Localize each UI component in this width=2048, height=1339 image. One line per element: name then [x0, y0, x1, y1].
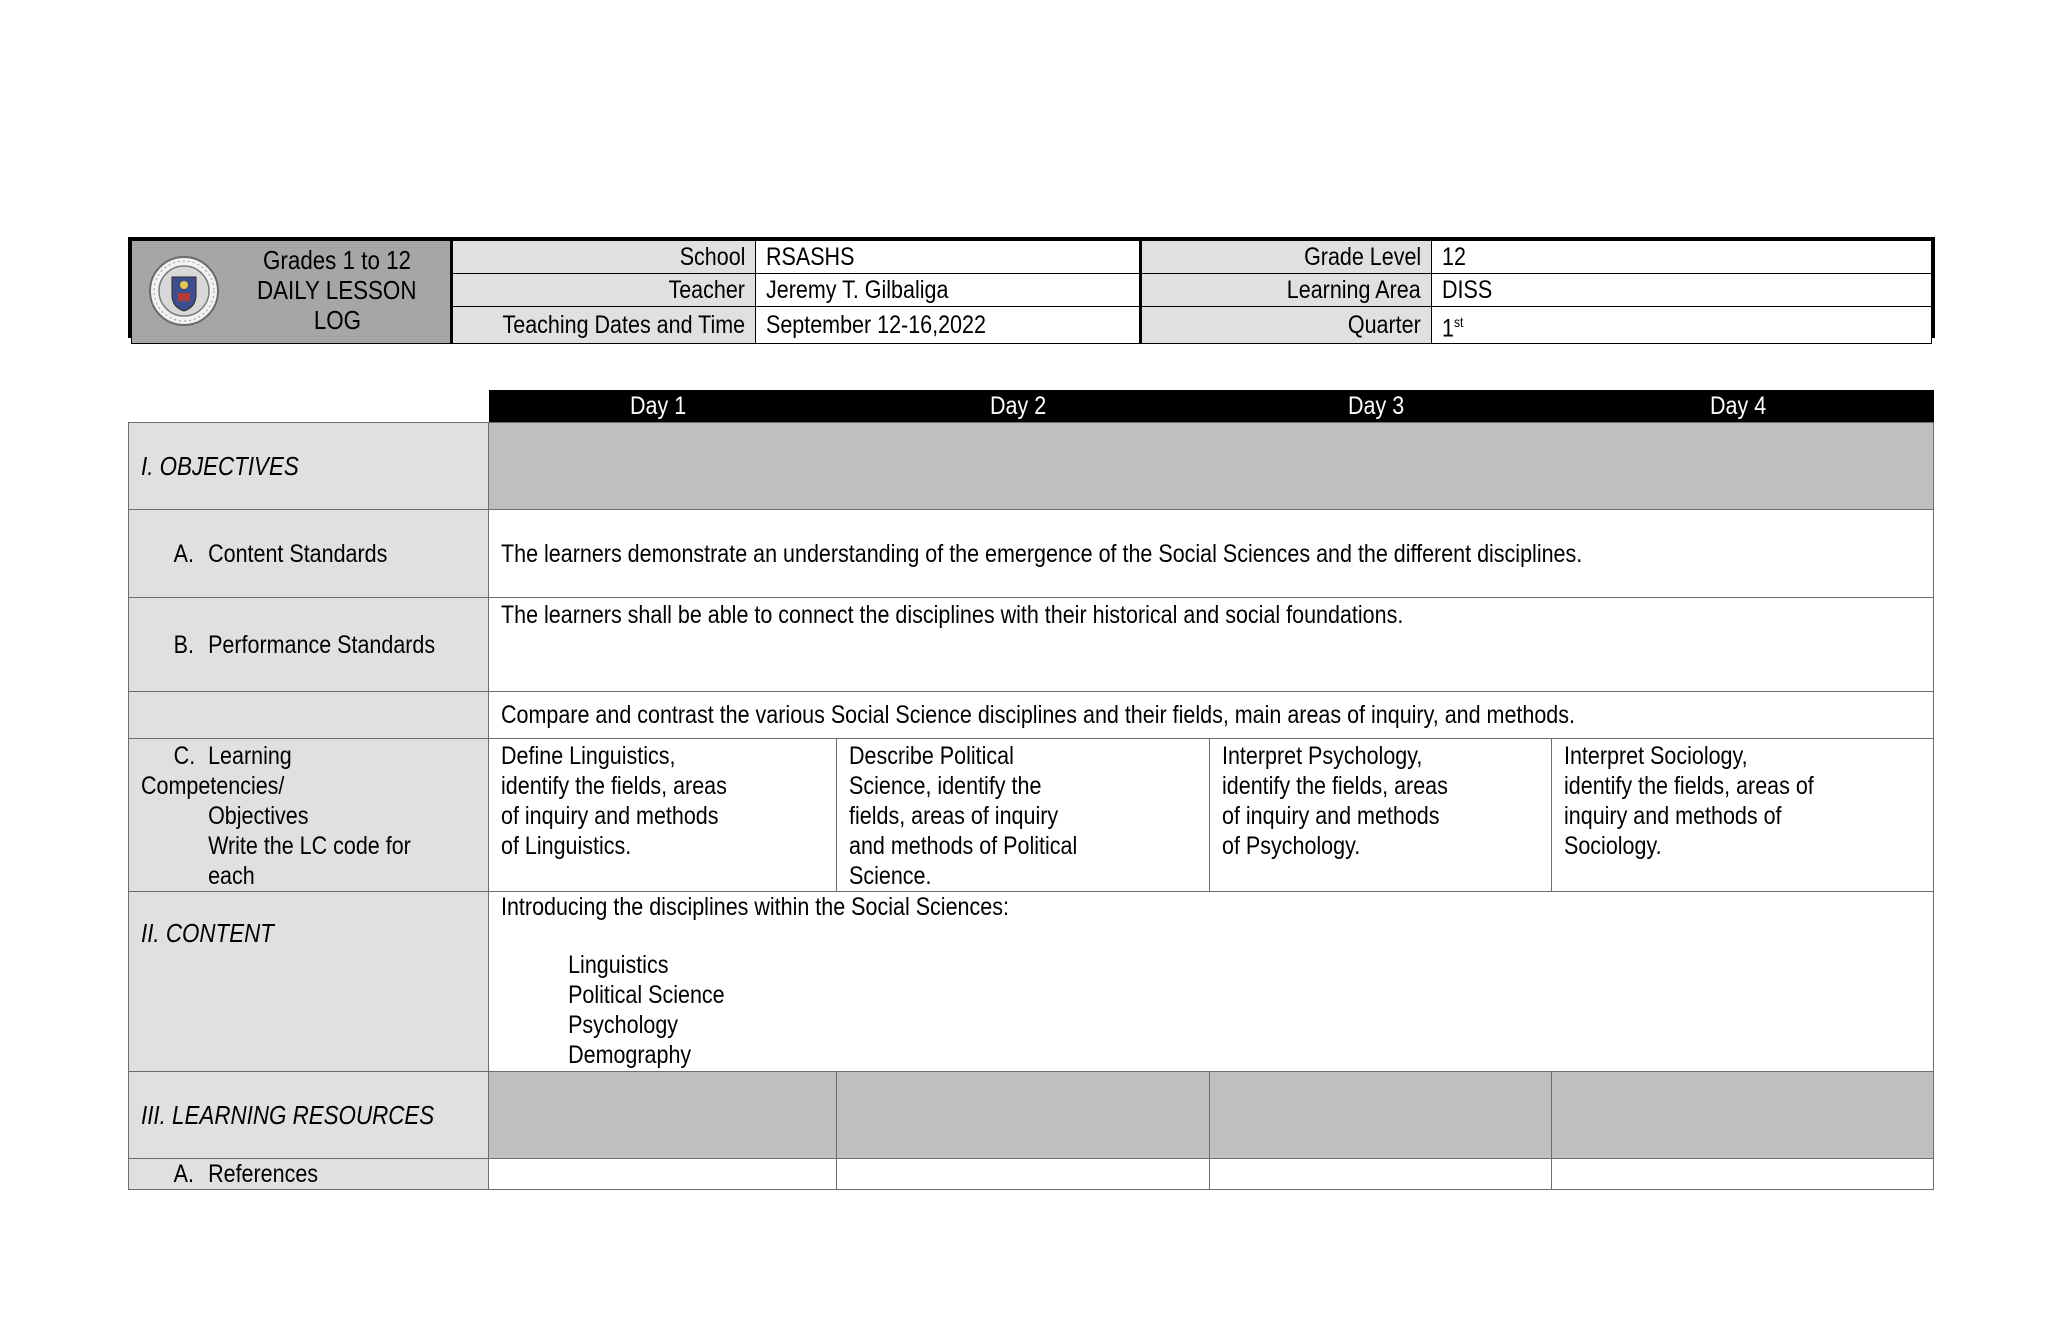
grade-level-value-cell: [1432, 241, 1932, 274]
grade-level-label: Grade Level: [1303, 243, 1421, 271]
content-section-label: II. CONTENT: [141, 918, 274, 948]
competency-overall-label-cell: [129, 692, 489, 739]
school-value: RSASHS: [766, 243, 855, 271]
learning-area-label: Learning Area: [1287, 276, 1421, 304]
day-header-row: [129, 390, 1934, 423]
day-header-2: Day 2: [837, 390, 1210, 423]
competency-label: C. Learning Competencies/ Objectives Write the LC code for each: [141, 742, 411, 890]
dates-label: Teaching Dates and Time: [502, 311, 746, 340]
references-day-2: [837, 1159, 1210, 1190]
learning-resources-day-1: [489, 1072, 837, 1159]
references-day-4: [1552, 1159, 1934, 1190]
performance-standards-label-cell: [129, 598, 489, 692]
learning-area-label-cell: [1141, 274, 1432, 307]
lesson-log-header: [128, 237, 1935, 343]
performance-standards-text: The learners shall be able to connect the disciplines with their historical and social foundations.: [501, 601, 1404, 629]
learning-area-value: DISS: [1442, 276, 1493, 304]
references-label-cell: [129, 1159, 489, 1190]
list-item: Political Science: [568, 981, 725, 1009]
learning-resources-day-2: [837, 1072, 1210, 1159]
header-logo-cell: [132, 241, 452, 344]
teacher-value-cell: [756, 274, 1141, 307]
content-standards-text-cell: [489, 510, 1934, 598]
teacher-label-cell: [452, 274, 756, 307]
title-line-daily-lesson: DAILY LESSON: [257, 275, 417, 305]
day-header-4: Day 4: [1552, 390, 1934, 423]
competency-overall-row: [129, 692, 1934, 739]
deped-seal-icon: [148, 255, 220, 327]
content-text-cell: [489, 892, 1934, 1072]
content-standards-label-cell: [129, 510, 489, 598]
list-item: Psychology: [568, 1011, 679, 1039]
references-day-3: [1210, 1159, 1552, 1190]
learning-resources-row: [129, 1072, 1934, 1159]
day-header-1: Day 1: [489, 390, 837, 423]
content-standards-row: [129, 510, 1934, 598]
learning-resources-day-3: [1210, 1072, 1552, 1159]
objectives-label-cell: [129, 423, 489, 510]
competency-overall-text: Compare and contrast the various Social Science disciplines and their fields, main areas of inquiry, and methods.: [501, 701, 1575, 729]
list-item: Linguistics: [568, 951, 669, 979]
day-header-blank: [129, 390, 489, 423]
references-row: [129, 1159, 1934, 1190]
competency-overall-text-cell: [489, 692, 1934, 739]
day-header-3: Day 3: [1210, 390, 1552, 423]
objectives-gray-cell: [489, 423, 1934, 510]
content-discipline-list: [501, 950, 1009, 1070]
quarter-label: Quarter: [1348, 311, 1421, 340]
competency-days-row: [129, 739, 1934, 892]
grade-level-label-cell: [1141, 241, 1432, 274]
title-line-log: LOG: [313, 305, 361, 335]
school-label-cell: [452, 241, 756, 274]
teacher-value: Jeremy T. Gilbaliga: [766, 276, 949, 304]
performance-standards-text-cell: [489, 598, 1934, 692]
dates-label-cell: [452, 307, 756, 344]
performance-standards-label: B. Performance Standards: [173, 630, 436, 659]
dates-value: September 12-16,2022: [766, 311, 986, 340]
grade-level-value: 12: [1442, 243, 1466, 271]
competency-day-2: Describe Political Science, identify the fields, areas of inquiry and methods of Political Science.: [837, 739, 1210, 892]
references-label: A. References: [173, 1160, 319, 1188]
learning-resources-section-label: III. LEARNING RESOURCES: [141, 1099, 435, 1130]
learning-area-value-cell: [1432, 274, 1932, 307]
objectives-section-label: I. OBJECTIVES: [141, 450, 299, 481]
title-line-grades: Grades 1 to 12: [263, 245, 411, 275]
references-day-1: [489, 1159, 837, 1190]
performance-standards-row: [129, 598, 1934, 692]
content-label-cell: [129, 892, 489, 1072]
school-label: School: [679, 243, 745, 271]
learning-resources-day-4: [1552, 1072, 1934, 1159]
content-row: [129, 892, 1934, 1072]
competency-day-1: Define Linguistics, identify the fields, areas of inquiry and methods of Linguistics.: [489, 739, 837, 892]
lesson-plan-table: [128, 390, 1934, 1190]
competency-day-4: Interpret Sociology, identify the fields, areas of inquiry and methods of Sociology.: [1552, 739, 1934, 892]
quarter-label-cell: [1141, 307, 1432, 344]
lesson-log-title: [224, 245, 450, 335]
competency-day-3: Interpret Psychology, identify the fields, areas of inquiry and methods of Psychology.: [1210, 739, 1552, 892]
quarter-value: [1442, 307, 1463, 343]
list-item: Demography: [568, 1041, 692, 1069]
school-value-cell: [756, 241, 1141, 274]
content-standards-text: The learners demonstrate an understanding of the emergence of the Social Sciences and the different disciplines.: [501, 539, 1583, 568]
content-standards-label: A. Content Standards: [173, 539, 388, 568]
quarter-value-cell: [1432, 307, 1932, 344]
dates-value-cell: [756, 307, 1141, 344]
competency-label-cell: [129, 739, 489, 892]
content-intro: Introducing the disciplines within the Social Sciences:: [501, 893, 1009, 921]
objectives-row: [129, 423, 1934, 510]
quarter-number: 1: [1442, 314, 1454, 343]
teacher-label: Teacher: [668, 276, 745, 304]
learning-resources-label-cell: [129, 1072, 489, 1159]
quarter-ordinal-suffix: st: [1453, 314, 1464, 330]
